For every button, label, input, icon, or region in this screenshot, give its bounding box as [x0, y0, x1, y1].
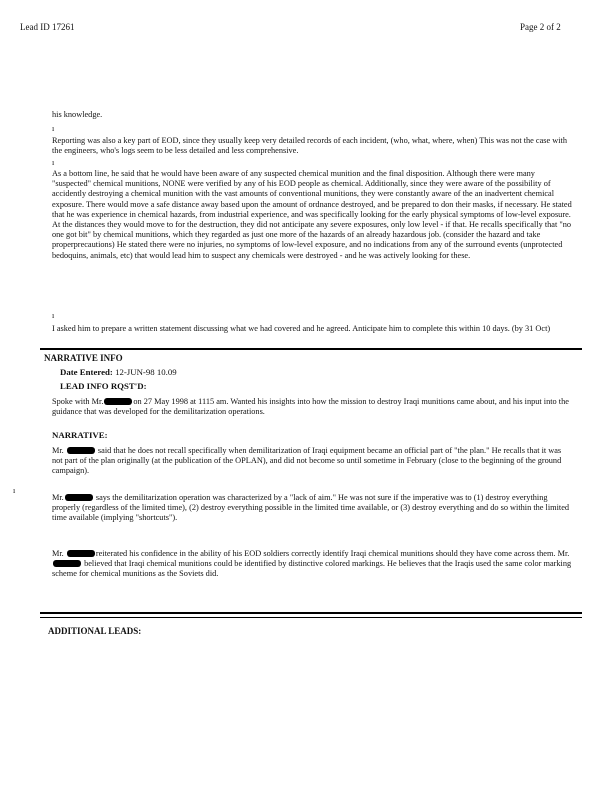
narrative-label: NARRATIVE: — [52, 430, 108, 440]
section-divider-top — [40, 612, 582, 614]
top-line-text: his knowledge. — [52, 110, 103, 119]
top-line — [52, 110, 572, 120]
narrative-paragraph-2: Mr. says the demilitarization operation was characterized by a "lack of aim." He was not sure if the imperative was to (1) destroy everything properly (regardless of the limited time), (2) destroy everything possible in the limited time available, or (3) destroy everything and do so within the limited time available (implying "shortcuts"). — [52, 493, 570, 523]
additional-leads-heading: ADDITIONAL LEADS: — [48, 626, 142, 636]
reporting-paragraph — [52, 136, 572, 156]
redaction-block — [67, 447, 95, 454]
section-divider — [40, 348, 582, 350]
bottom-line-paragraph — [52, 169, 572, 261]
stray-mark: ı — [13, 486, 16, 495]
reporting-paragraph-text: Reporting was also a key part of EOD, since they usually keep very detailed records of each incident, (who, what, where, when) This was not the case with the engineers, who's logs seem to be less detailed and less comprehensive. — [52, 136, 568, 156]
stray-mark: ı — [52, 311, 55, 320]
statement-paragraph — [52, 324, 572, 334]
stray-mark: ı — [52, 158, 55, 167]
redaction-block — [65, 494, 93, 501]
date-entered-value: 12-JUN-98 10.09 — [115, 367, 177, 377]
narrative-label-row — [52, 430, 572, 440]
lead-info-label: LEAD INFO RQST'D: — [60, 381, 147, 391]
stray-mark: ı — [52, 124, 55, 133]
lead-info-paragraph: Spoke with Mr. on 27 May 1998 at 1115 am. Wanted his insights into how the mission to destroy Iraqi munitions came about, and his input into the guidance that was developed for the demilitarization operations. — [52, 397, 569, 417]
section-divider-bottom — [40, 617, 582, 618]
redaction-block — [53, 560, 81, 567]
date-entered-label: Date Entered: — [60, 367, 113, 377]
redaction-block — [104, 398, 132, 405]
statement-paragraph-text: I asked him to prepare a written statement discussing what we had covered and he agreed. Anticipate him to complete this within 10 days. (by 31 Oct) — [52, 324, 551, 333]
date-entered-row — [60, 367, 580, 377]
narrative-info-heading: NARRATIVE INFO — [44, 353, 123, 363]
redaction-block — [67, 550, 95, 557]
narrative-paragraph-1: Mr. said that he does not recall specifically when demilitarization of Iraqi equipment became an official part of "the plan." He recalls that it was not part of the plan originally (at the publication of the OPLAN), and did not become so until sometime in February (close to the beginning of the ground campaign). — [52, 446, 562, 476]
narrative-paragraph-3: Mr. reiterated his confidence in the ability of his EOD soldiers correctly identify Iraqi chemical munitions should they have come across them. Mr. believed that Iraqi chemical munitions could be identified by distinctive colored markings. He believes that the Iraqis used the same color marking scheme for chemical munitions as the Soviets did. — [52, 549, 572, 579]
lead-id-header: Lead ID 17261 — [20, 22, 75, 32]
page-number-header: Page 2 of 2 — [520, 22, 561, 32]
bottom-line-paragraph-text: As a bottom line, he said that he would have been aware of any suspected chemical munition and the final disposition. Although there were many "suspected" chemical munitions, NONE were verified by any of his EOD people as chemical. Additionally, since they were aware of the possibility of accidently destroying a chemical munition with the vast amounts of conventional munitions, they were constantly aware of the an inadvertent chemical exposure. There would move a safe distance away based upon the amount of ordnance destroyed, and be prepared to don their masks, if necessary. He stated that he was experience in chemical hazards, from industrial experience, and was specifically looking for the early physical symptoms of low-level exposure. At the distances they would move to for the destruction, they did not anticipate any severe exposures, only low level - if that. He recalls specifically that "no one got bit" by chemical munitions, which they regarded as just one more of the hazards of an already hazardous job. (consider the hazard and take properprecautions) He stated there were no injuries, no symptoms of low-level exposure, and no indications from any of the surround events (unprotected bedoquins, animals, etc) that would lead him to suspect any chemicals were destroyed - and he was actively looking for these. — [52, 169, 572, 260]
lead-info-label-row — [60, 381, 580, 391]
